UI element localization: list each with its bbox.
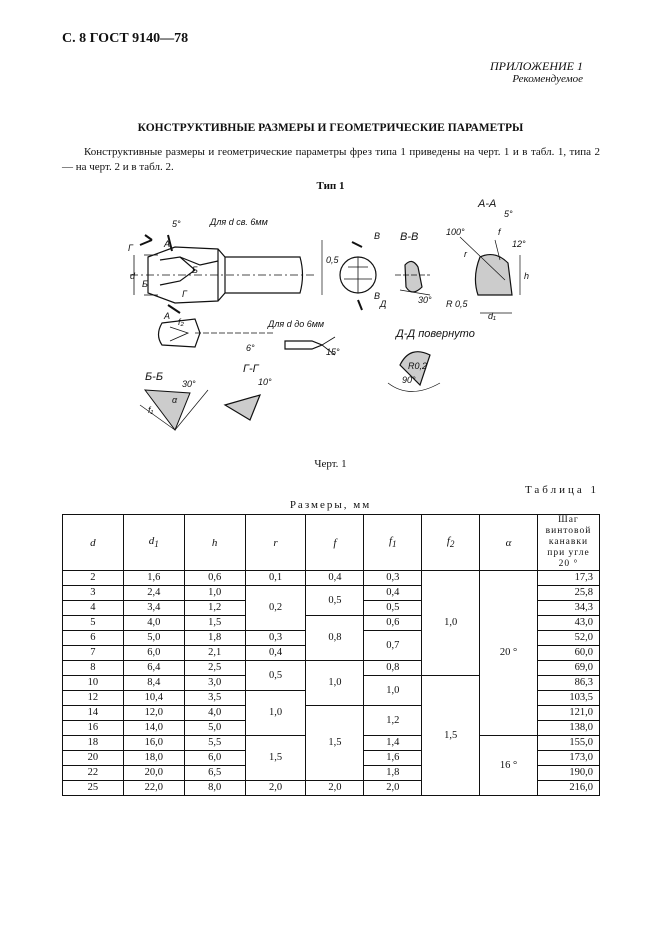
cell-step: 52,0 [537, 631, 599, 646]
cell-h: 3,5 [184, 691, 245, 706]
cutter-flute-edge [180, 257, 218, 265]
label-G: Г [128, 243, 133, 253]
page-header: С. 8 ГОСТ 9140—78 [62, 31, 189, 46]
cell-d: 10 [63, 676, 124, 691]
cell-d: 14 [63, 706, 124, 721]
cell-d: 6 [63, 631, 124, 646]
cell-f1: 0,8 [364, 661, 422, 676]
label-15deg: 15° [326, 347, 340, 357]
cell-d: 25 [63, 781, 124, 796]
cell-h: 1,0 [184, 586, 245, 601]
cell-d1: 20,0 [123, 766, 184, 781]
label-dia-large: Для d св. 6мм [210, 217, 268, 227]
cell-step: 190,0 [537, 766, 599, 781]
cell-f1: 0,3 [364, 571, 422, 586]
cell-f-merged: 0,8 [306, 616, 364, 661]
cell-d: 20 [63, 751, 124, 766]
cell-f1-merged: 0,7 [364, 631, 422, 661]
label-100deg: 100° [446, 227, 465, 237]
label-section-dd: Д-Д повернуто [396, 328, 475, 340]
col-alpha: α [480, 515, 538, 571]
label-A-bottom: А [164, 311, 171, 321]
cell-d: 16 [63, 721, 124, 736]
cell-d1: 6,4 [123, 661, 184, 676]
cell-step: 25,8 [537, 586, 599, 601]
label-V-bottom: В [374, 291, 381, 301]
cell-step: 69,0 [537, 661, 599, 676]
cell-r: 2,0 [245, 781, 306, 796]
cell-step: 43,0 [537, 616, 599, 631]
label-5deg-aa: 5° [504, 209, 513, 219]
cell-f1-merged: 1,2 [364, 706, 422, 736]
label-90deg: 90° [402, 375, 416, 385]
label-30deg-vv: 30° [418, 295, 432, 305]
cell-d1: 3,4 [123, 601, 184, 616]
cell-h: 2,5 [184, 661, 245, 676]
cell-f2-merged: 1,5 [422, 676, 480, 796]
cell-d1: 22,0 [123, 781, 184, 796]
cell-d: 2 [63, 571, 124, 586]
cell-d1: 1,6 [123, 571, 184, 586]
label-alpha: α [172, 395, 178, 405]
label-10deg: 10° [258, 377, 272, 387]
cell-h: 6,0 [184, 751, 245, 766]
cell-r-merged: 0,5 [245, 661, 306, 691]
cell-d: 7 [63, 646, 124, 661]
cell-f: 0,4 [306, 571, 364, 586]
cell-d1: 18,0 [123, 751, 184, 766]
label-section-gg: Г-Г [243, 363, 259, 375]
label-d1: d₁ [488, 311, 496, 321]
cell-step: 86,3 [537, 676, 599, 691]
cell-step: 17,3 [537, 571, 599, 586]
cell-d1: 16,0 [123, 736, 184, 751]
label-f1: f₁ [148, 405, 154, 415]
type-label: Тип 1 [316, 180, 345, 192]
label-D: Д [380, 299, 387, 309]
label-B: Б [142, 279, 148, 289]
cell-d: 5 [63, 616, 124, 631]
dimensions-table [62, 514, 600, 796]
appendix-status: Рекомендуемое [512, 73, 583, 85]
cell-d1: 5,0 [123, 631, 184, 646]
label-section-bb: Б-Б [145, 371, 163, 383]
cell-r: 0,3 [245, 631, 306, 646]
cell-f1: 1,6 [364, 751, 422, 766]
figure-caption: Черт. 1 [314, 458, 347, 470]
label-V-top: В [374, 231, 381, 241]
label-B-inner: Б [192, 265, 198, 275]
cell-step: 138,0 [537, 721, 599, 736]
cell-f-merged: 0,5 [306, 586, 364, 616]
col-f2: $f_2$ [422, 515, 480, 571]
label-r05: R 0,5 [446, 299, 468, 309]
cell-f1: 0,6 [364, 616, 422, 631]
label-section-aa: А-А [478, 198, 497, 210]
cell-h: 0,6 [184, 571, 245, 586]
technical-drawing [100, 195, 560, 450]
cell-d1: 8,4 [123, 676, 184, 691]
small-tip [285, 341, 322, 349]
col-d: d [63, 515, 124, 571]
col-f: f [306, 515, 364, 571]
cell-r: 0,4 [245, 646, 306, 661]
cell-d: 22 [63, 766, 124, 781]
cell-step: 121,0 [537, 706, 599, 721]
cell-step: 155,0 [537, 736, 599, 751]
cell-step: 173,0 [537, 751, 599, 766]
table-number: Таблица 1 [524, 484, 599, 496]
cell-h: 4,0 [184, 706, 245, 721]
cell-step: 216,0 [537, 781, 599, 796]
cell-h: 3,0 [184, 676, 245, 691]
cell-f1: 2,0 [364, 781, 422, 796]
cell-d: 12 [63, 691, 124, 706]
label-5deg: 5° [172, 219, 181, 229]
cell-h: 6,5 [184, 766, 245, 781]
cell-r-merged: 1,0 [245, 691, 306, 736]
table-caption: Размеры, мм [289, 499, 372, 511]
label-section-vv: В-В [400, 231, 419, 243]
col-groove-step: Шаг винтовой канавки при угле 20 ° [537, 515, 599, 571]
cell-alpha-merged: 20 ° [480, 571, 538, 736]
label-6deg: 6° [246, 343, 255, 353]
cell-r-merged: 1,5 [245, 736, 306, 781]
cell-h: 1,5 [184, 616, 245, 631]
table-row [63, 571, 600, 586]
cell-f1-merged: 1,0 [364, 676, 422, 706]
cell-r: 0,1 [245, 571, 306, 586]
section-title: КОНСТРУКТИВНЫЕ РАЗМЕРЫ И ГЕОМЕТРИЧЕСКИЕ ПАРАМЕТРЫ [137, 122, 524, 134]
cell-d1: 2,4 [123, 586, 184, 601]
label-r: r [464, 249, 467, 259]
label-h: h [524, 271, 530, 281]
cell-h: 5,0 [184, 721, 245, 736]
label-d: d [130, 271, 136, 281]
label-f2: f₂ [178, 317, 184, 327]
cell-d1: 10,4 [123, 691, 184, 706]
cell-f1: 0,5 [364, 601, 422, 616]
cell-step: 60,0 [537, 646, 599, 661]
cell-d: 4 [63, 601, 124, 616]
label-30deg: 30° [182, 379, 196, 389]
label-dim05: 0,5 [326, 255, 339, 265]
label-G-lower: Г [182, 289, 187, 299]
label-f: f [498, 227, 501, 237]
cell-d: 3 [63, 586, 124, 601]
cell-f-merged: 1,0 [306, 661, 364, 706]
cell-d: 18 [63, 736, 124, 751]
cell-f: 2,0 [306, 781, 364, 796]
cell-f1: 1,4 [364, 736, 422, 751]
label-dia-small: Для d до 6мм [268, 319, 325, 329]
col-d1: $d_1$ [123, 515, 184, 571]
cell-h: 1,8 [184, 631, 245, 646]
label-A-top: А [164, 239, 171, 249]
cell-f1: 1,8 [364, 766, 422, 781]
cell-h: 2,1 [184, 646, 245, 661]
cell-f1: 0,4 [364, 586, 422, 601]
cell-r-merged: 0,2 [245, 586, 306, 631]
cell-alpha-merged: 16 ° [480, 736, 538, 796]
cell-f2-merged: 1,0 [422, 571, 480, 676]
cell-d1: 12,0 [123, 706, 184, 721]
cell-d1: 6,0 [123, 646, 184, 661]
cell-h: 5,5 [184, 736, 245, 751]
cell-f-merged: 1,5 [306, 706, 364, 781]
cell-h: 1,2 [184, 601, 245, 616]
label-r02: R0,2 [408, 361, 428, 371]
cell-d: 8 [63, 661, 124, 676]
appendix-label: ПРИЛОЖЕНИЕ 1 [490, 59, 583, 73]
col-h: h [184, 515, 245, 571]
cell-step: 103,5 [537, 691, 599, 706]
col-r: r [245, 515, 306, 571]
label-12deg: 12° [512, 239, 526, 249]
cell-h: 8,0 [184, 781, 245, 796]
cell-d1: 14,0 [123, 721, 184, 736]
col-f1: $f_1$ [364, 515, 422, 571]
table-header-row [63, 515, 600, 571]
cell-d1: 4,0 [123, 616, 184, 631]
cell-step: 34,3 [537, 601, 599, 616]
intro-paragraph: Конструктивные размеры и геометрические параметры фрез типа 1 приведены на черт. 1 и в табл. 1, типа 2 — на черт. 2 и в табл. 2. [62, 146, 600, 173]
